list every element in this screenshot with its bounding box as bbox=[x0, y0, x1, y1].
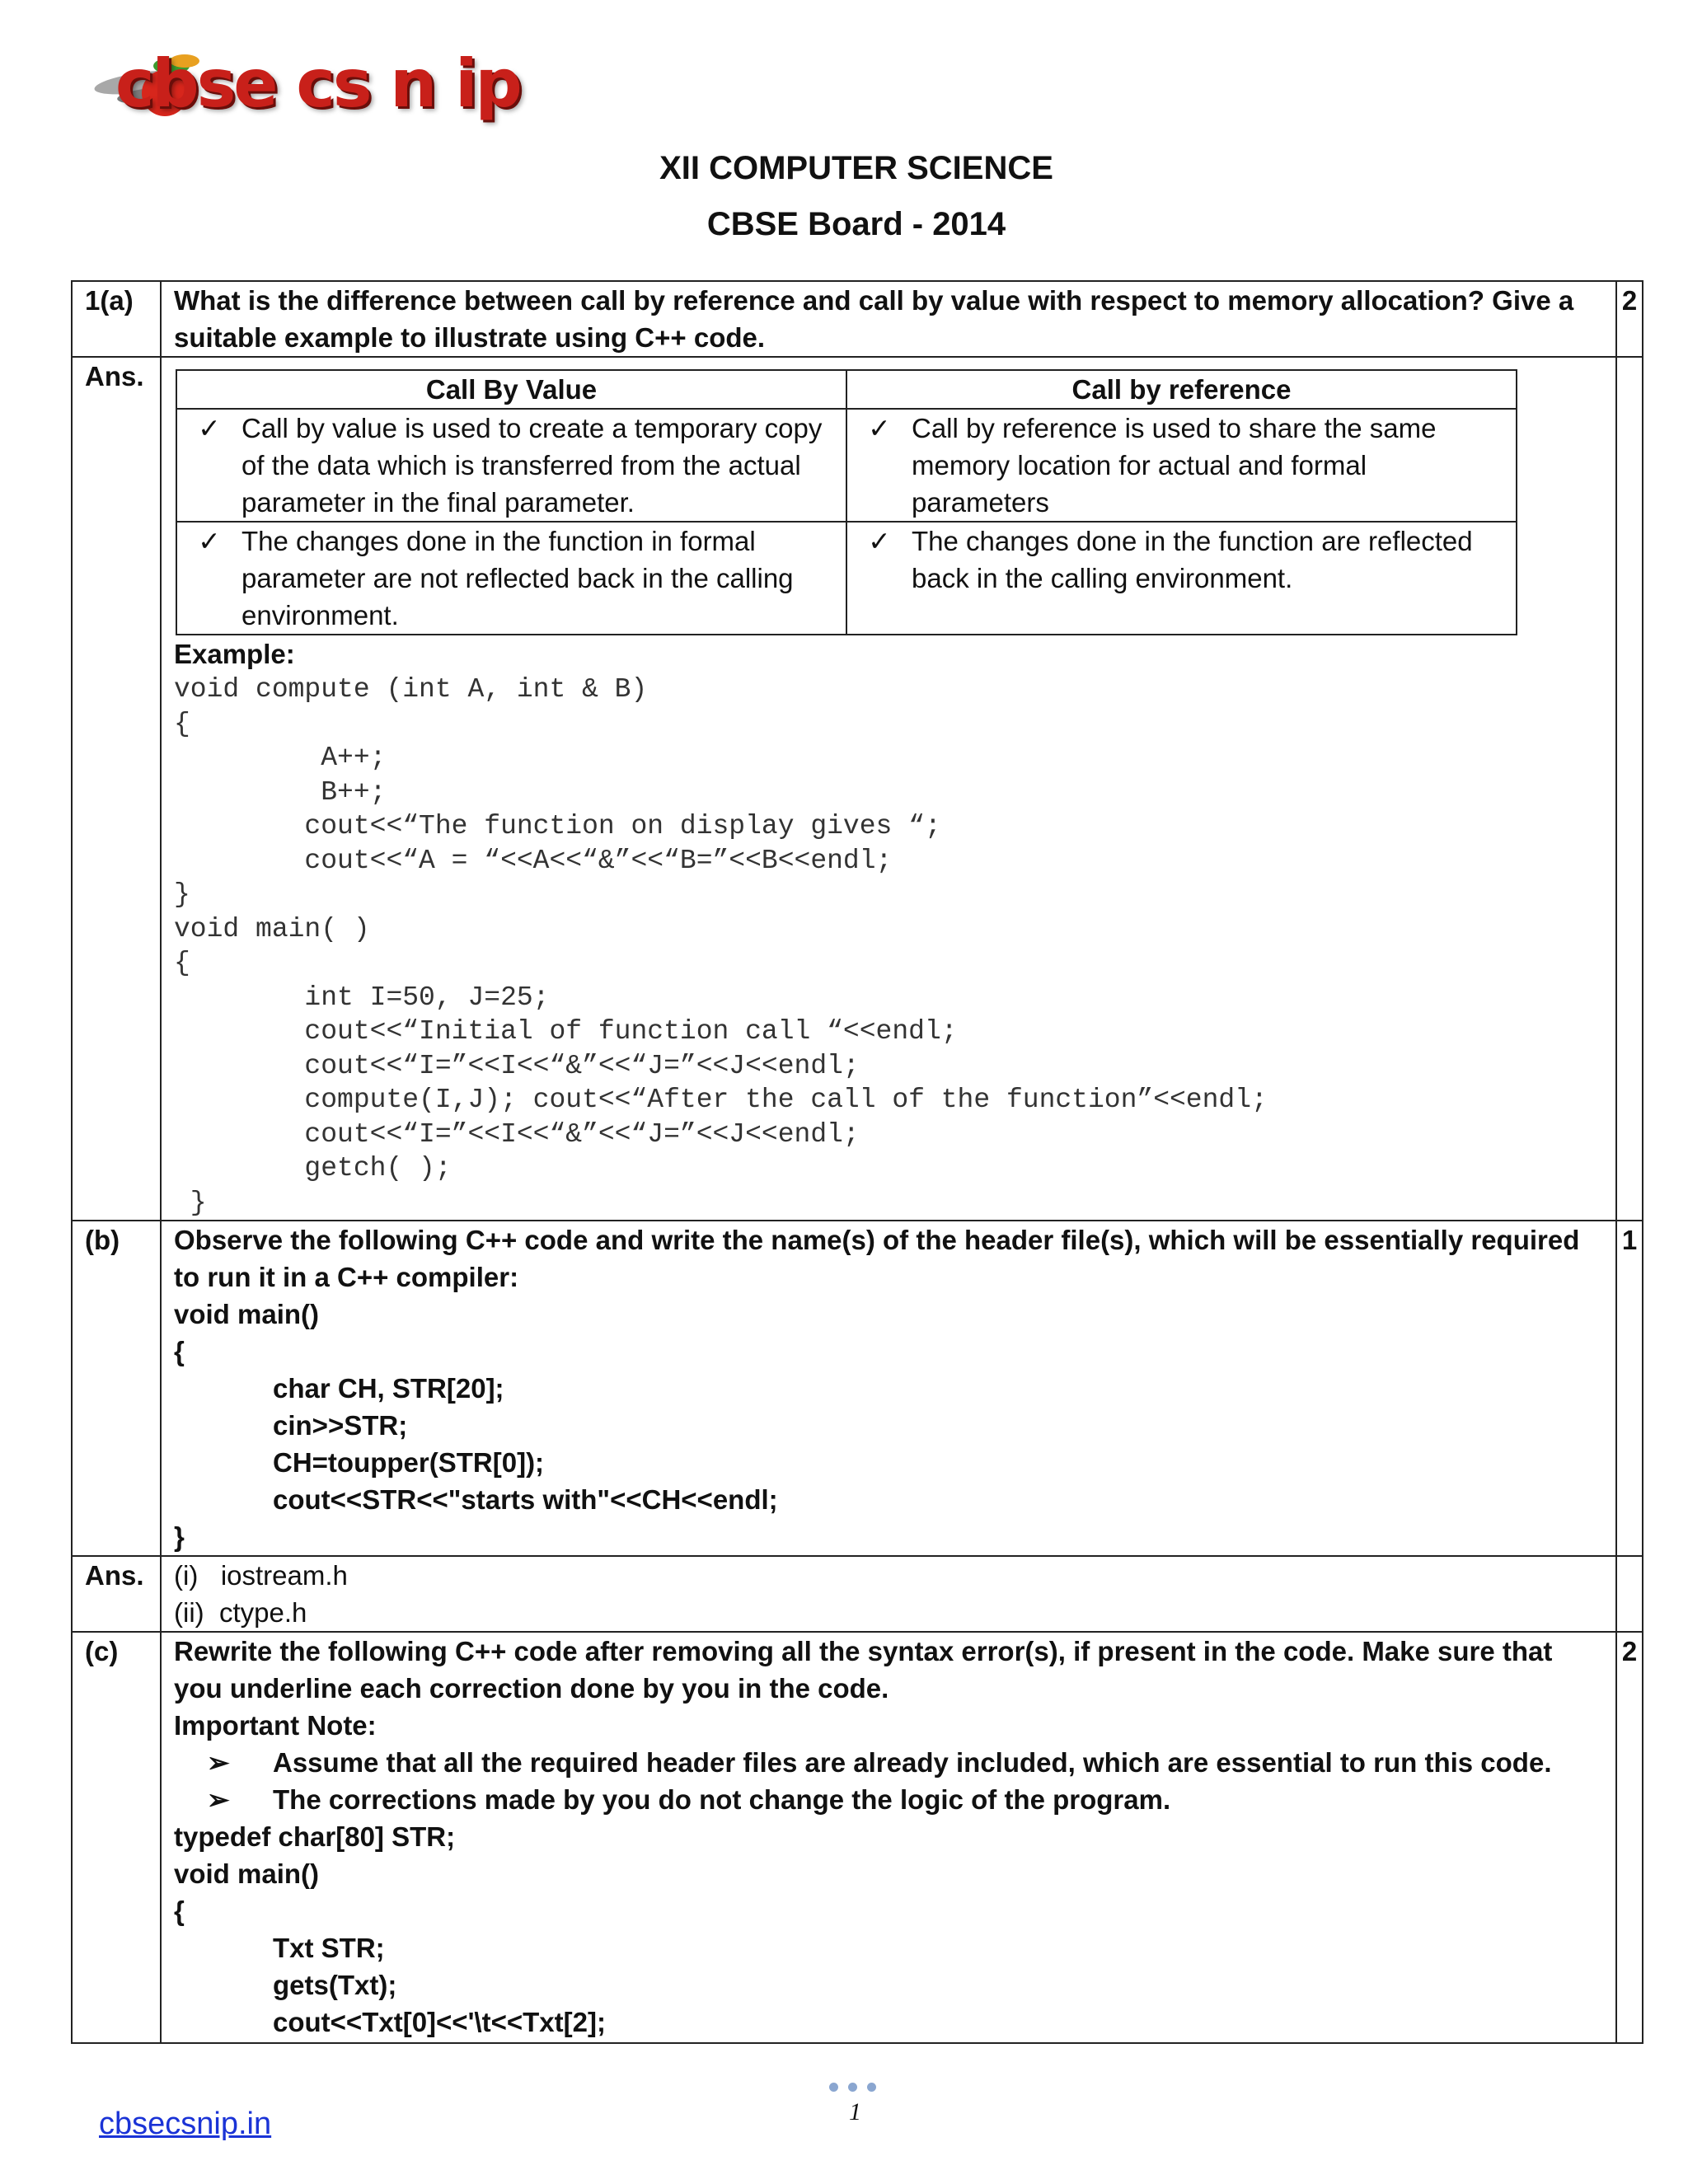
answer-item: (i) iostream.h bbox=[174, 1560, 348, 1591]
note-label: Important Note: bbox=[174, 1710, 377, 1741]
answer-row-1a bbox=[72, 357, 1643, 1221]
answer-item: (ii) ctype.h bbox=[174, 1597, 307, 1628]
comparison-cell: Call by value is used to create a temporary copy of the data which is transferred from the actual parameter in the final parameter. bbox=[241, 413, 823, 518]
note-text: Assume that all the required header files are already included, which are essential to run this code. bbox=[273, 1747, 1552, 1778]
comparison-header: Call by reference bbox=[846, 370, 1517, 409]
marks: 1 bbox=[1616, 1221, 1643, 1556]
question-row-1a bbox=[72, 281, 1643, 357]
code-line: typedef char[80] STR; bbox=[174, 1821, 456, 1852]
code-line: cin>>STR; bbox=[273, 1410, 408, 1441]
comparison-cell: The changes done in the function in formal parameter are not reflected back in the calling environment. bbox=[241, 526, 794, 630]
answer-label: Ans. bbox=[72, 1556, 161, 1632]
example-label: Example: bbox=[174, 639, 295, 669]
code-line: char CH, STR[20]; bbox=[273, 1373, 504, 1404]
page-number: 1 bbox=[849, 2098, 861, 2125]
code-line: gets(Txt); bbox=[273, 1970, 397, 2000]
question-text: Rewrite the following C++ code after removing all the syntax error(s), if present in the code. Make sure that you underline each correction done by you in the code. bbox=[174, 1636, 1553, 1704]
code-line: void main() bbox=[174, 1299, 320, 1329]
question-table bbox=[71, 280, 1643, 2044]
answer-row-1b bbox=[72, 1556, 1643, 1632]
page-subtitle: CBSE Board - 2014 bbox=[706, 206, 1006, 242]
page-title: XII COMPUTER SCIENCE bbox=[659, 150, 1053, 186]
question-number: (c) bbox=[72, 1632, 161, 2043]
code-line: { bbox=[174, 1896, 185, 1926]
marks: 2 bbox=[1616, 1632, 1643, 2043]
question-text: What is the difference between call by reference and call by value with respect to memory allocation? Give a suitable example to illustrate using C++ code. bbox=[161, 281, 1616, 357]
comparison-header: Call By Value bbox=[176, 370, 846, 409]
site-link[interactable]: cbsecsnip.in bbox=[99, 2107, 272, 2141]
logo-text: cbse cs n ip bbox=[115, 45, 520, 122]
code-line: CH=toupper(STR[0]); bbox=[273, 1447, 545, 1478]
notes-list bbox=[174, 1744, 1603, 1818]
question-text: Observe the following C++ code and write the name(s) of the header file(s), which will be essentially required to run it in a C++ compiler: bbox=[174, 1225, 1580, 1292]
code-block: void compute (int A, int & B) { A++; B++; cout<<“The function on display gives “; cout<<“A = “<<A<<“&”<<“B=”<<B<<endl; } void main( ) { int I=50, J=25; cout<<“Initial of function call “<<endl; cout<<“I=”<<I<<“&”<<“J=”<<J<<endl; compute(I,J); cout<<“After the call of the function”<<endl; cout<<“I=”<<I<<“&”<<“J=”<<J<<endl; getch( ); } bbox=[174, 674, 1268, 1218]
list-item bbox=[207, 1781, 1603, 1818]
code-line: { bbox=[174, 1336, 185, 1366]
note-text: The corrections made by you do not change the logic of the program. bbox=[273, 1784, 1171, 1815]
comparison-cell: Call by reference is used to share the same memory location for actual and formal parameters bbox=[912, 413, 1437, 518]
check-icon: ✓ bbox=[198, 413, 221, 443]
question-number: (b) bbox=[72, 1221, 161, 1556]
code-line: cout<<Txt[0]<<'\t<<Txt[2]; bbox=[273, 2007, 606, 2037]
list-item bbox=[207, 1744, 1603, 1781]
code-line: } bbox=[174, 1521, 185, 1552]
more-dots-icon bbox=[829, 2083, 876, 2092]
code-line: Txt STR; bbox=[273, 1933, 385, 1963]
marks: 2 bbox=[1616, 281, 1643, 357]
check-icon: ✓ bbox=[868, 413, 891, 443]
check-icon: ✓ bbox=[868, 526, 891, 556]
answer-label: Ans. bbox=[72, 357, 161, 1221]
comparison-cell: The changes done in the function are reflected back in the calling environment. bbox=[912, 526, 1473, 593]
check-icon: ✓ bbox=[198, 526, 221, 556]
arrow-bullet-icon: ➢ bbox=[207, 1747, 230, 1778]
question-number: 1(a) bbox=[72, 281, 161, 357]
comparison-table bbox=[176, 369, 1517, 635]
code-line: void main() bbox=[174, 1858, 320, 1889]
code-line: cout<<STR<<"starts with"<<CH<<endl; bbox=[273, 1484, 778, 1515]
question-row-1c bbox=[72, 1632, 1643, 2043]
arrow-bullet-icon: ➢ bbox=[207, 1784, 230, 1815]
question-row-1b bbox=[72, 1221, 1643, 1556]
